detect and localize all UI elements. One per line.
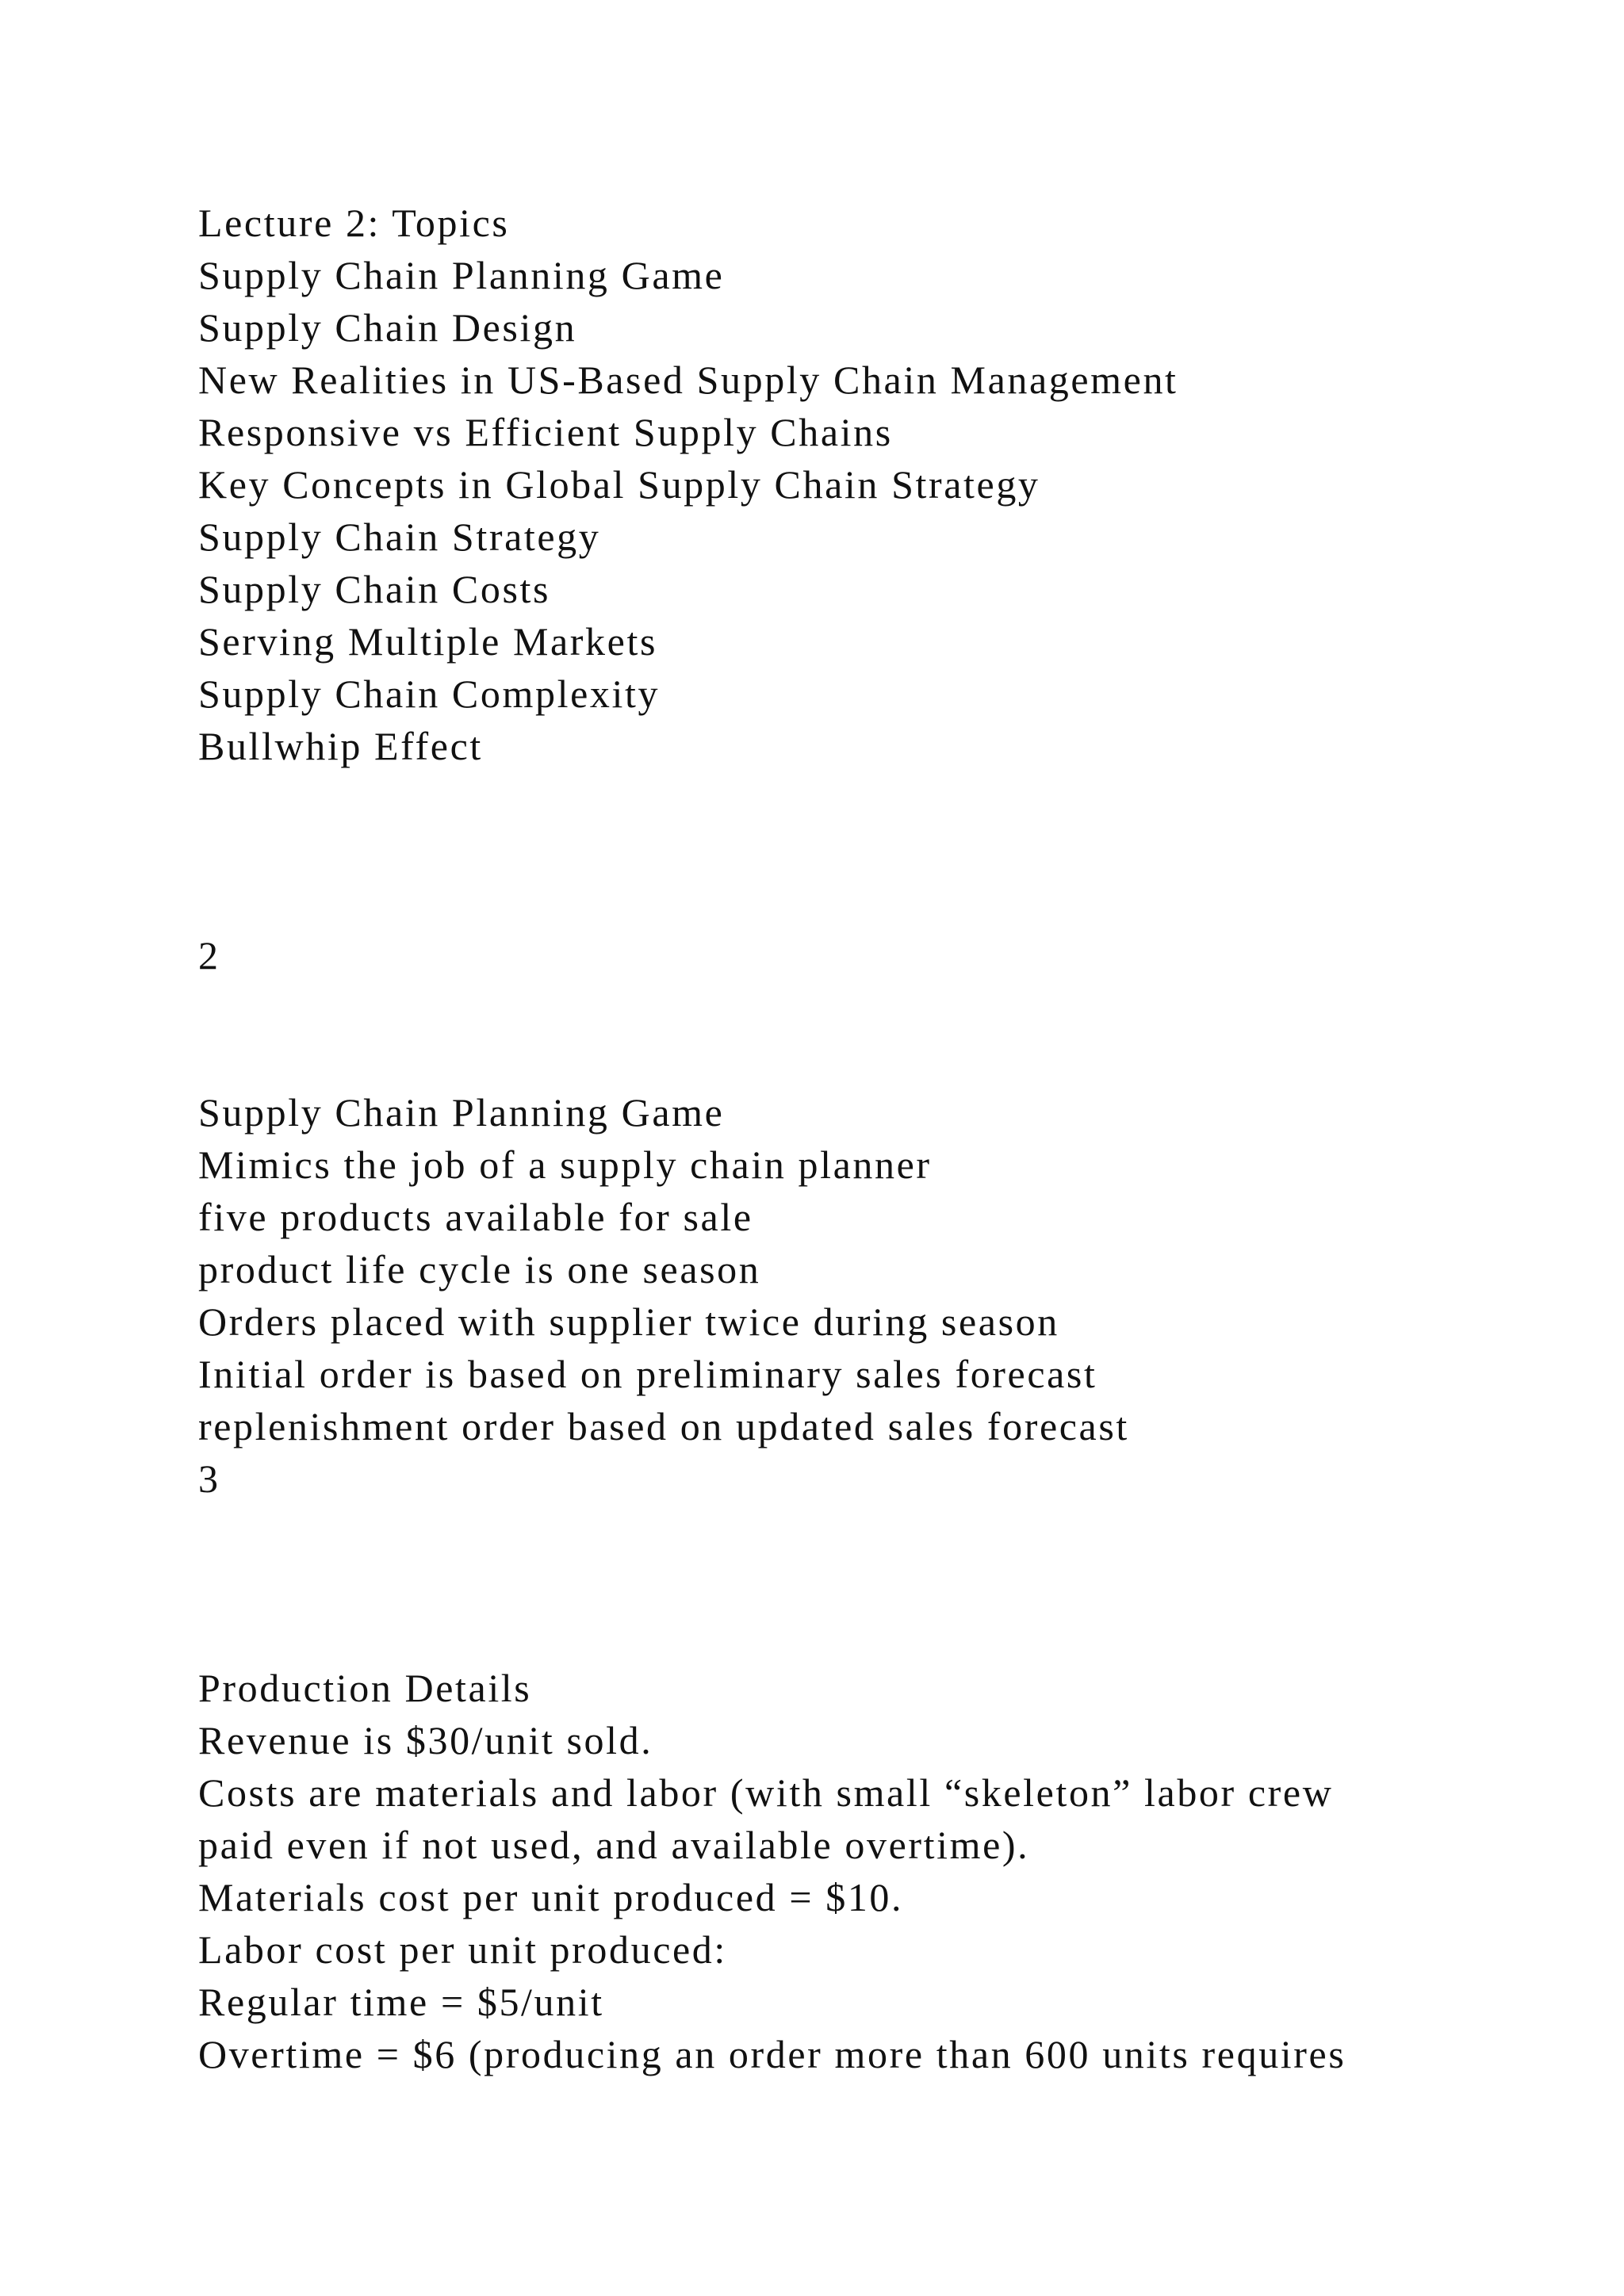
topic-item: Supply Chain Strategy bbox=[198, 515, 601, 559]
production-detail-line: Costs are materials and labor (with small “skeleton” labor crew bbox=[198, 1770, 1334, 1815]
planning-game-item: Initial order is based on preliminary sales forecast bbox=[198, 1352, 1097, 1396]
planning-game-item: Mimics the job of a supply chain planner bbox=[198, 1142, 932, 1187]
planning-game-item: replenishment order based on updated sales forecast bbox=[198, 1404, 1129, 1448]
topic-item: Bullwhip Effect bbox=[198, 724, 483, 768]
production-detail-line: Overtime = $6 (producing an order more than 600 units requires bbox=[198, 2032, 1346, 2076]
topic-item: Supply Chain Complexity bbox=[198, 672, 661, 716]
topic-item: Supply Chain Design bbox=[198, 305, 577, 350]
topic-item: Key Concepts in Global Supply Chain Strategy bbox=[198, 462, 1040, 507]
production-detail-line: paid even if not used, and available overtime). bbox=[198, 1823, 1030, 1867]
section-heading-planning-game: Supply Chain Planning Game bbox=[198, 1090, 725, 1135]
production-detail-line: Revenue is $30/unit sold. bbox=[198, 1718, 653, 1762]
topic-item: Responsive vs Efficient Supply Chains bbox=[198, 410, 893, 454]
section-heading-lecture-topics: Lecture 2: Topics bbox=[198, 201, 510, 245]
planning-game-item: Orders placed with supplier twice during season bbox=[198, 1299, 1059, 1344]
topic-item: Supply Chain Planning Game bbox=[198, 253, 725, 297]
production-detail-line: Materials cost per unit produced = $10. bbox=[198, 1875, 904, 1919]
section-heading-production-details: Production Details bbox=[198, 1666, 532, 1710]
production-detail-line: Labor cost per unit produced: bbox=[198, 1927, 727, 1972]
production-detail-line: Regular time = $5/unit bbox=[198, 1980, 604, 2024]
topic-item: New Realities in US-Based Supply Chain Management bbox=[198, 358, 1178, 402]
planning-game-item: product life cycle is one season bbox=[198, 1247, 761, 1292]
page-number: 3 bbox=[198, 1456, 220, 1501]
topic-item: Supply Chain Costs bbox=[198, 567, 551, 611]
page-number: 2 bbox=[198, 933, 220, 978]
topic-item: Serving Multiple Markets bbox=[198, 619, 658, 664]
planning-game-item: five products available for sale bbox=[198, 1195, 753, 1239]
